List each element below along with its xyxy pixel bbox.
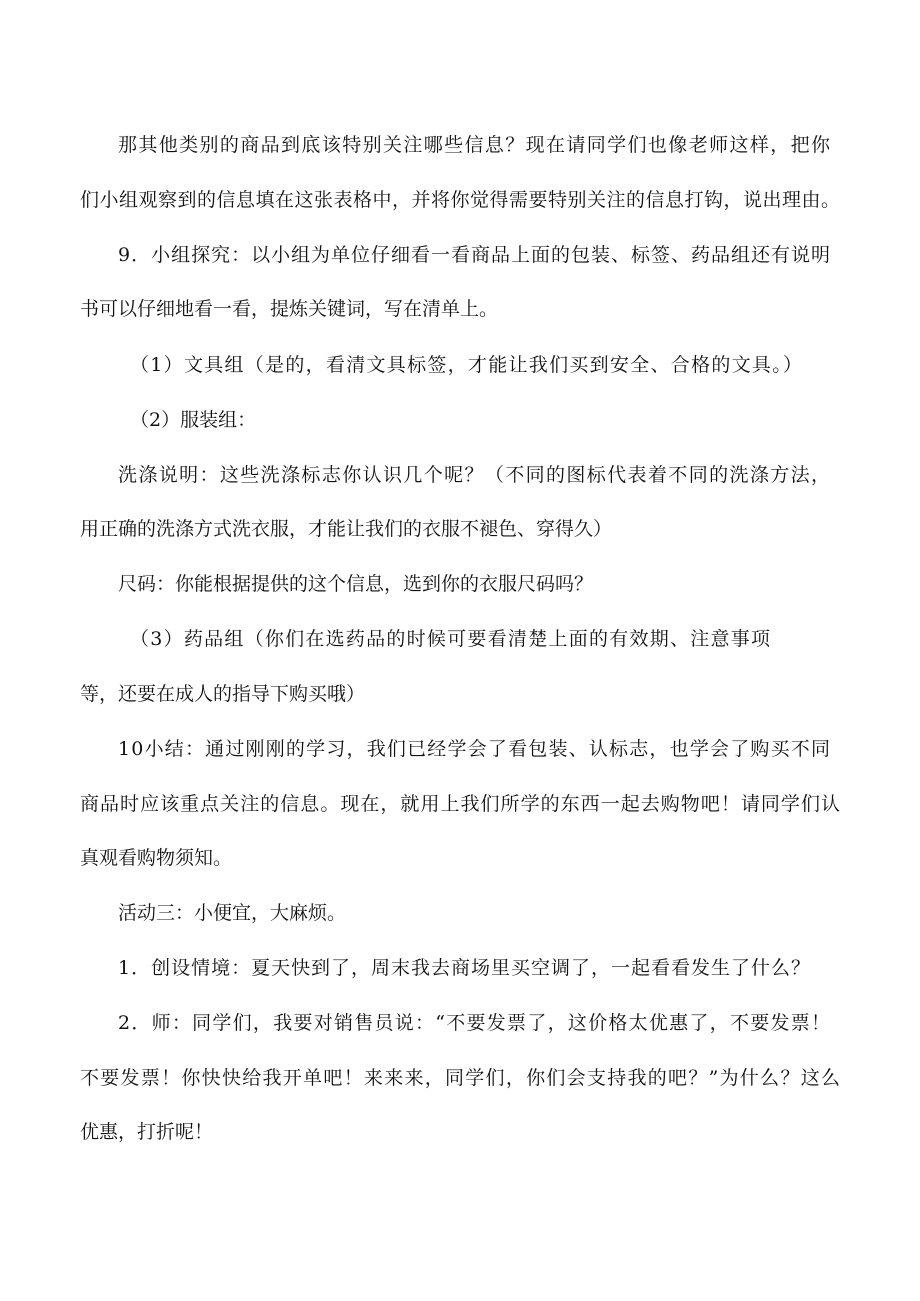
text-line: 尺码：你能根据提供的这个信息，选到你的衣服尺码吗？ (118, 573, 594, 595)
text-line: 书可以仔细地看一看，提炼关键词，写在清单上。 (80, 298, 499, 320)
text-line: 真观看购物须知。 (80, 847, 233, 869)
text-line: 洗涤说明：这些洗涤标志你认识几个呢？（不同的图标代表着不同的洗涤方法， (118, 464, 832, 486)
text-line: 活动三：小便宜，大麻烦。 (118, 902, 347, 924)
text-line: 商品时应该重点关注的信息。现在，就用上我们所学的东西一起去购物吧！请同学们认 (80, 793, 842, 815)
text-line: 等，还要在成人的指导下购买哦） (80, 683, 366, 705)
text-line: 9．小组探究：以小组为单位仔细看一看商品上面的包装、标签、药品组还有说明 (118, 244, 831, 266)
text-line: 2．师：同学们，我要对销售员说：“不要发票了，这价格太优惠了，不要发票！ (118, 1012, 832, 1034)
text-line: 优惠，打折呢！ (80, 1121, 214, 1143)
text-line: 1．创设情境：夏天快到了，周末我去商场里买空调了，一起看看发生了什么？ (118, 957, 811, 979)
text-line: 10小结：通过刚刚的学习，我们已经学会了看包装、认标志，也学会了购买不同 (118, 738, 832, 760)
text-line: 用正确的洗涤方式洗衣服，才能让我们的衣服不褪色、穿得久） (80, 518, 613, 540)
text-line: （2）服装组： (130, 409, 257, 431)
text-line: 那其他类别的商品到底该特别关注哪些信息？现在请同学们也像老师这样，把你 (118, 134, 832, 156)
text-line: （1）文具组（是的，看清文具标签，才能让我们买到安全、合格的文具。） (130, 354, 804, 376)
text-line: 不要发票！你快快给我开单吧！来来来，同学们，你们会支持我的吧？”为什么？这么 (80, 1067, 842, 1089)
text-line: 们小组观察到的信息填在这张表格中，并将你觉得需要特别关注的信息打钩，说出理由。 (80, 189, 841, 211)
text-line: （3）药品组（你们在选药品的时候可要看清楚上面的有效期、注意事项 (130, 628, 772, 650)
